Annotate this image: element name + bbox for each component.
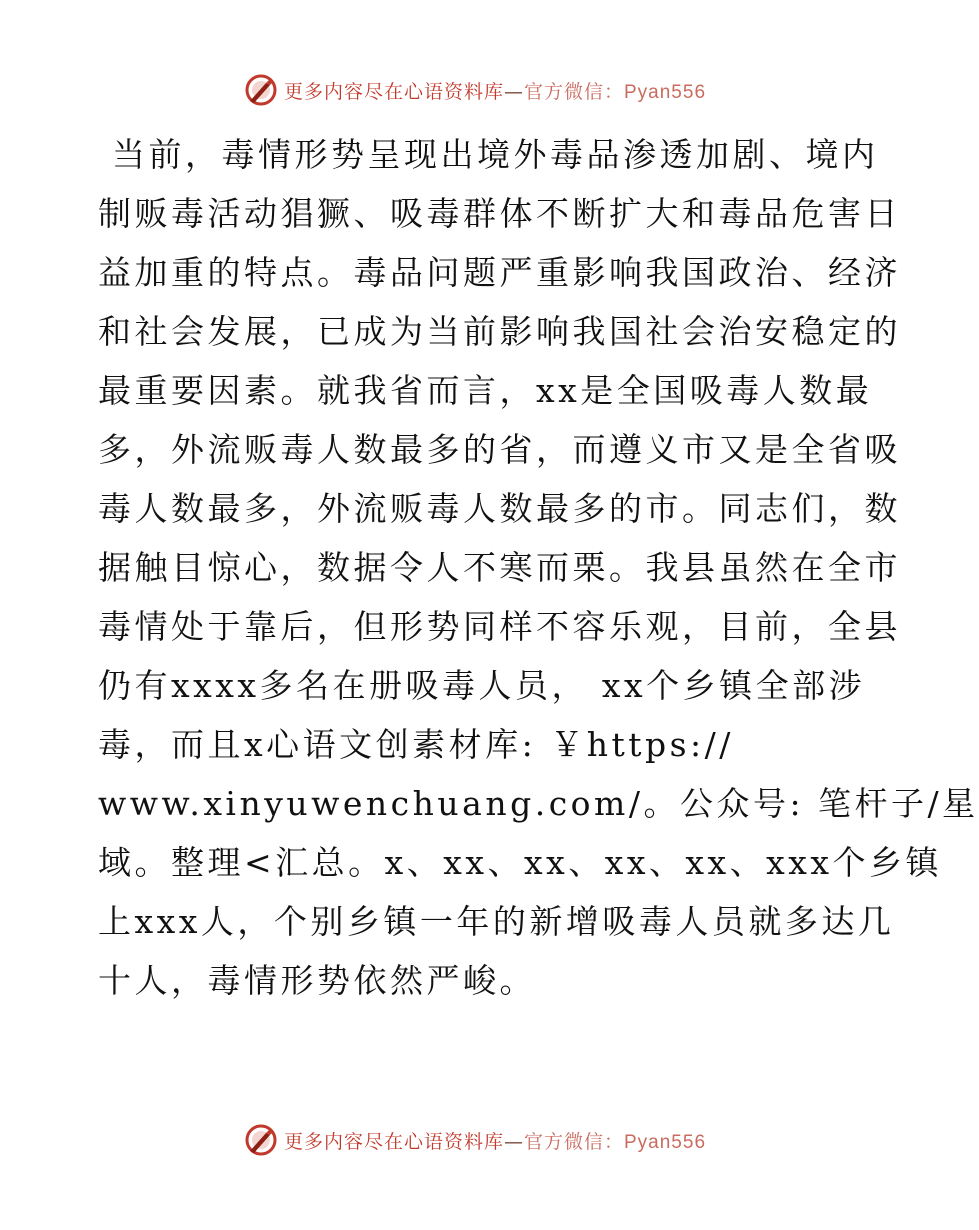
footer-site-text: 更多内容尽在心语资料库 bbox=[283, 1130, 504, 1153]
document-body bbox=[98, 125, 979, 1010]
footer-wechat-label: 官方微信： bbox=[523, 1130, 624, 1153]
body-line-14: 上xxx人，个别乡镇一年的新增吸毒人员就多达几 bbox=[98, 902, 895, 941]
footer-banner-text bbox=[284, 1127, 706, 1154]
body-line-5: 最重要因素。就我省而言，xx是全国吸毒人数最 bbox=[98, 371, 873, 410]
header-wechat-label: 官方微信： bbox=[523, 80, 624, 103]
body-line-6: 多，外流贩毒人数最多的省，而遵义市又是全省吸 bbox=[98, 430, 901, 469]
pen-logo-icon bbox=[244, 73, 278, 107]
body-line-2: 制贩毒活动猖獗、吸毒群体不断扩大和毒品危害日 bbox=[98, 194, 901, 233]
footer-banner-content bbox=[244, 1123, 706, 1157]
body-line-10: 仍有xxxx多名在册吸毒人员， xx个乡镇全部涉 bbox=[98, 666, 866, 705]
body-line-1: 当前，毒情形势呈现出境外毒品渗透加剧、境内 bbox=[98, 135, 879, 174]
header-wechat-id: Pyan556 bbox=[624, 81, 707, 103]
pen-logo-icon bbox=[244, 1123, 278, 1157]
footer-separator: — bbox=[503, 1130, 524, 1153]
body-line-8: 据触目惊心，数据令人不寒而栗。我县虽然在全市 bbox=[98, 548, 901, 587]
body-line-9: 毒情处于靠后，但形势同样不容乐观，目前，全县 bbox=[98, 607, 901, 646]
body-line-15: 十人，毒情形势依然严峻。 bbox=[98, 961, 536, 1000]
body-line-7: 毒人数最多，外流贩毒人数最多的市。同志们，数 bbox=[98, 489, 901, 528]
footer-banner bbox=[0, 1120, 950, 1160]
header-banner-content bbox=[244, 73, 706, 107]
body-line-11: 毒，而且x心语文创素材库: ￥https:// bbox=[98, 725, 734, 764]
header-banner bbox=[0, 70, 950, 110]
body-line-3: 益加重的特点。毒品问题严重影响我国政治、经济 bbox=[98, 253, 901, 292]
body-line-12: www.xinyuwenchuang.com/。公众号: 笔杆子/星 bbox=[98, 784, 979, 823]
body-line-13: 域。整理<汇总。x、xx、xx、xx、xx、xxx个乡镇 bbox=[98, 843, 942, 882]
header-separator: — bbox=[503, 80, 524, 103]
header-site-text: 更多内容尽在心语资料库 bbox=[283, 80, 504, 103]
body-line-4: 和社会发展，已成为当前影响我国社会治安稳定的 bbox=[98, 312, 901, 351]
header-banner-text bbox=[284, 77, 706, 104]
footer-wechat-id: Pyan556 bbox=[624, 1131, 707, 1153]
